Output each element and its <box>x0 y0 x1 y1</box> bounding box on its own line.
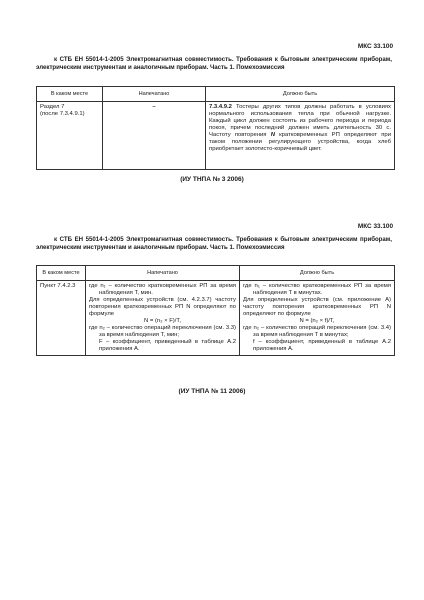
column-header-should-be: Должно быть <box>240 266 395 281</box>
should-line: где n₁ – количество кратковременных РП за время наблюдения T в минутах. <box>243 282 391 296</box>
table-row <box>37 281 395 356</box>
amendment-table <box>36 265 395 356</box>
clause-number: 7.3.4.9.2 <box>209 103 232 110</box>
column-header-where: В каком месте <box>37 87 103 102</box>
column-header-printed: Напечатано <box>103 87 206 102</box>
issue-reference: (ИУ ТНПА № 11 2006) <box>178 388 246 395</box>
cell-should-be <box>206 102 395 170</box>
clause-text-end: кратковременных РП определяют при таком положении регулирующего устройства, когда хлеб приобретает золотисто-коричневый цвет. <box>209 131 392 153</box>
cell-where: Пункт 7.4.2.3 <box>37 281 86 356</box>
printed-line: где n₁ – количество кратковременных РП за время наблюдения T, мин. <box>89 282 236 296</box>
printed-line: Для определенных устройств (см. 4.2.3.7) частоту повторения кратковременных РП N определяют по формуле <box>89 296 236 317</box>
classification-code: МКС 33.100 <box>357 223 393 230</box>
printed-line: где n₂ – количество операций переключения (см. 3.3) за время наблюдения T, мин; <box>89 325 236 339</box>
should-formula: N = (n₂ × f)/T, <box>299 317 335 324</box>
cell-printed: – <box>103 102 206 170</box>
amendment-heading: к СТБ ЕН 55014-1-2005 Электромагнитная совместимость. Требования к бытовым электрическим приборам, электрическим инструментам и аналогичным приборам. Часть 1. Помехоэмиссия <box>36 56 392 71</box>
table-header-row <box>37 266 395 281</box>
amendment-heading: к СТБ ЕН 55014-1-2005 Электромагнитная совместимость. Требования к бытовым электрическим приборам, электрическим инструментам и аналогичным приборам. Часть 1. Помехоэмиссия <box>36 236 392 251</box>
amendment-table <box>36 86 395 170</box>
cell-printed <box>86 281 240 356</box>
classification-code: МКС 33.100 <box>357 43 393 50</box>
issue-reference: (ИУ ТНПА № 3 2006) <box>180 176 244 183</box>
clause-text: Тостеры других типов должны работать в условиях нормального использования тепла при обычной нагрузке. Каждый цикл должен состоять из рабочего периода и периода покоя, причем последний должен иметь длительность 30 с. Частоту повторения <box>209 103 392 138</box>
printed-formula: N = (n₂ × F)/T, <box>144 317 181 324</box>
column-header-where: В каком месте <box>37 266 86 281</box>
column-header-printed: Напечатано <box>86 266 240 281</box>
table-header-row <box>37 87 395 102</box>
column-header-should-be: Должно быть <box>206 87 395 102</box>
should-line: Для определенных устройств (см. приложение А) частоту повторения кратковременных РП N определяют по формуле <box>243 296 391 317</box>
cell-should-be <box>240 281 395 356</box>
symbol-n: N <box>270 131 275 138</box>
printed-line: F – коэффициент, приведенный в таблице А.2 приложения А. <box>99 339 236 353</box>
should-line: f – коэффициент, приведенный в таблице А.2 приложения А. <box>253 339 391 353</box>
table-row <box>37 102 395 170</box>
cell-where: Раздел 7 (после 7.3.4.9.1) <box>37 102 103 170</box>
should-line: где n₂ – количество операций переключения (см. 3.4) за время наблюдения T в минутах; <box>243 325 391 339</box>
